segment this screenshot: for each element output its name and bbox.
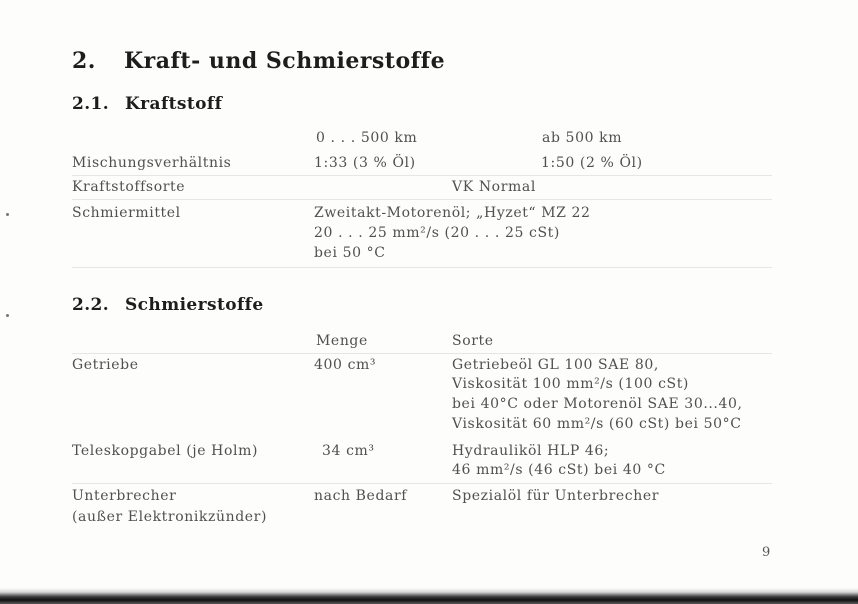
lubricant-line-3: bei 50 °C [314, 245, 386, 261]
lubricant-line-1: Zweitakt-Motorenöl; „Hyzet“ MZ 22 [314, 205, 591, 221]
breaker-qty: nach Bedarf [314, 488, 408, 504]
gearbox-line-4: Viskosität 60 mm²/s (60 cSt) bei 50°C [452, 416, 742, 432]
scan-speck [6, 213, 9, 216]
fuel-title: Kraftstoff [125, 94, 223, 114]
type-col-header: Sorte [452, 333, 494, 349]
fork-line-2: 46 mm²/s (46 cSt) bei 40 °C [452, 462, 666, 478]
fuel-col-header-1: 0 . . . 500 km [316, 130, 418, 146]
scan-speck [6, 314, 9, 317]
gearbox-label: Getriebe [72, 357, 139, 373]
page-number: 9 [762, 545, 771, 560]
breaker-label-1: Unterbrecher [72, 488, 177, 504]
mixing-ratio-value-2: 1:50 (2 % Öl) [541, 155, 643, 171]
lubricants-title: Schmierstoffe [125, 295, 264, 315]
fuel-number: 2.1. [72, 94, 110, 114]
lubricant-line-2: 20 . . . 25 mm²/s (20 . . . 25 cSt) [314, 225, 560, 241]
gearbox-line-2: Viskosität 100 mm²/s (100 cSt) [452, 376, 689, 392]
row-divider [72, 483, 772, 484]
row-divider [72, 267, 772, 268]
row-divider [72, 175, 772, 176]
gearbox-qty: 400 cm³ [314, 357, 377, 373]
section-title: Kraft- und Schmierstoffe [124, 48, 446, 74]
row-divider [72, 353, 772, 354]
gearbox-line-3: bei 40°C oder Motorenöl SAE 30...40, [452, 396, 743, 412]
row-divider [72, 199, 772, 200]
fuel-type-value: VK Normal [452, 179, 536, 195]
fork-label: Teleskopgabel (je Holm) [72, 443, 259, 459]
lubricants-heading [72, 295, 264, 315]
gearbox-line-1: Getriebeöl GL 100 SAE 80, [452, 357, 659, 373]
fuel-col-header-2: ab 500 km [542, 130, 623, 146]
mixing-ratio-label: Mischungsverhältnis [72, 155, 232, 171]
mixing-ratio-value-1: 1:33 (3 % Öl) [314, 155, 416, 171]
lubricant-label: Schmiermittel [72, 205, 181, 221]
breaker-line-1: Spezialöl für Unterbrecher [452, 488, 660, 504]
section-heading [72, 48, 445, 74]
qty-col-header: Menge [316, 333, 368, 349]
fork-line-1: Hydrauliköl HLP 46; [452, 443, 610, 459]
breaker-label-2: (außer Elektronikzünder) [72, 509, 268, 525]
page-edge-shadow [0, 588, 858, 604]
fuel-type-label: Kraftstoffsorte [72, 179, 186, 195]
fuel-heading [72, 94, 222, 114]
fork-qty: 34 cm³ [322, 443, 375, 459]
section-number: 2. [72, 48, 96, 74]
lubricants-number: 2.2. [72, 295, 110, 315]
